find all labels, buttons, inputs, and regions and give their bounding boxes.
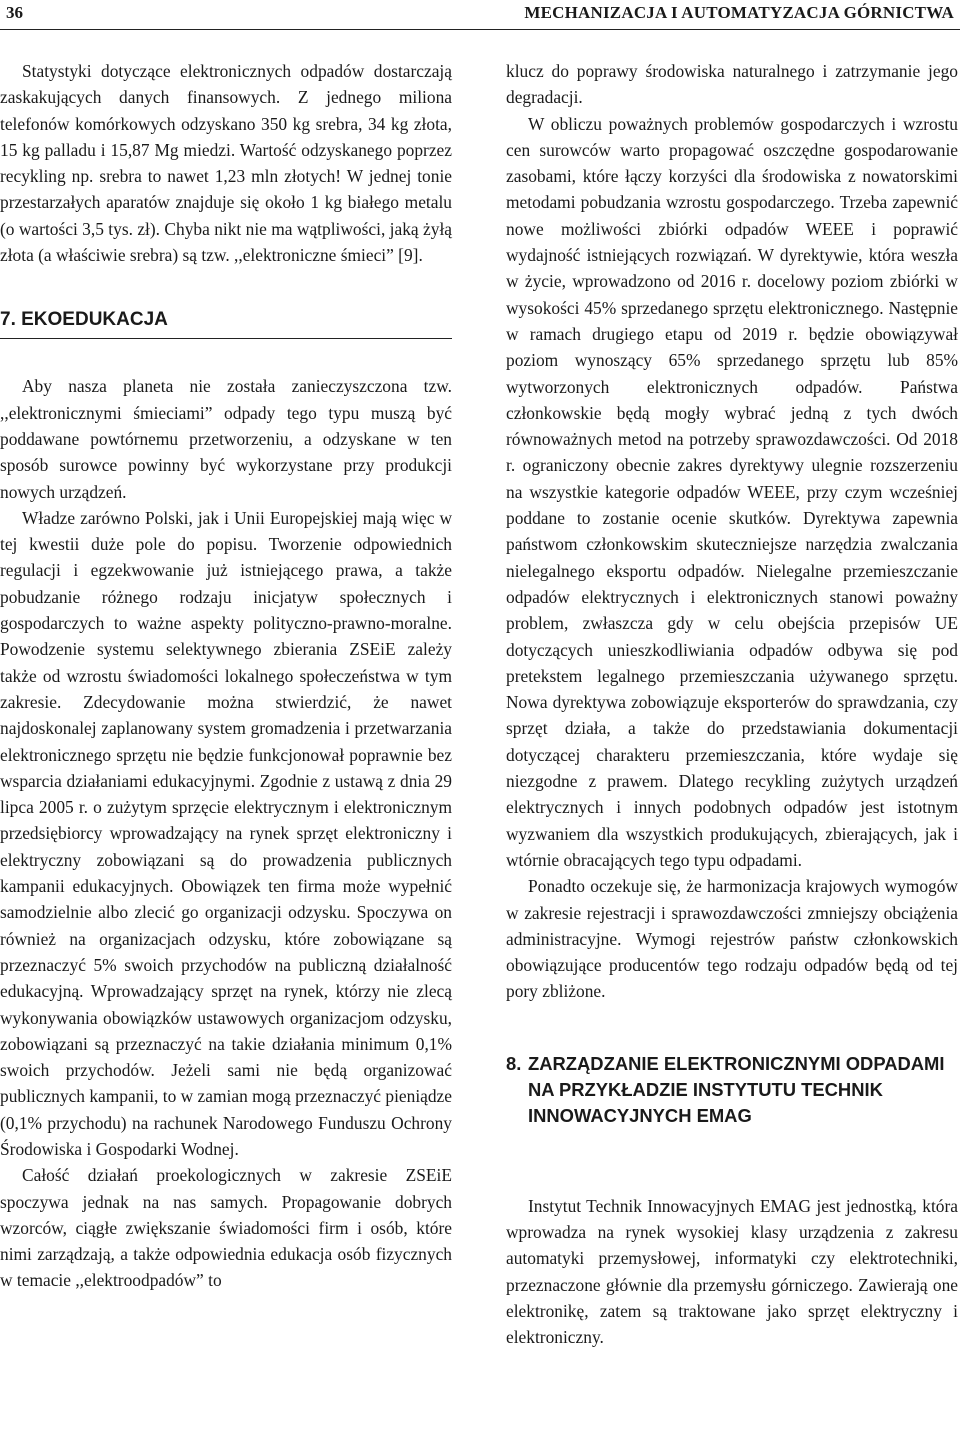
paragraph-proecological: Całość działań proekologicznych w zakresie ZSEiE spoczywa jednak na nas samych. Propagowanie dobrych wzorców, ciągłe zwiększanie świadomości firm i osób, które nimi zarządzają, a także odpowiednia edukacja osób fizycznych w temacie ,,elektroodpadów” to xyxy=(0,1165,452,1291)
page-number: 36 xyxy=(6,3,23,22)
paragraph-statistics: Statystyki dotyczące elektronicznych odpadów dostarczają zaskakujących danych finansowych. Z jednego miliona telefonów komórkowych odzyskano 350 kg srebra, 34 kg złota, 15 kg palladu i 15,87 Mg miedzi. Wartość odzyskanego poprzez recykling np. srebra to nawet 1,23 mln złotych! W jednej tonie przestarzałych aparatów znajduje się około 1 kg białego metalu (o wartości 3,5 tys. zł). Chyba nikt nie ma wątpliwości, jaką żyłą złota (a właściwie srebra) są tzw. ,,elektroniczne śmieci” [9]. xyxy=(0,61,452,266)
paragraph-harmonization: Ponadto oczekuje się, że harmonizacja krajowych wymogów w zakresie rejestracji i sprawozdawczości zmniejszy obciążenia administracyjne. Wymogi rejestrów państw członkowskich obowiązujące producentów tego rodzaju odpadów będą od tej pory zbliżone. xyxy=(506,876,958,1002)
paragraph-planet: Aby nasza planeta nie została zanieczyszczona tzw. ,,elektronicznymi śmieciami” odpady tego typu muszą być poddawane powtórnemu przetworzeniu, a odzyskane w ten sposób surowce powinny być wykorzystane przy produkcji nowych urządzeń. xyxy=(0,376,452,502)
paragraph-emag: Instytut Technik Innowacyjnych EMAG jest jednostką, która wprowadza na rynek wysokiej klasy urządzenia z zakresu automatyki przemysłowej, informatyki czy elektrotechniki, przeznaczone głównie dla przemysłu górniczego. Zawierają one elektronikę, zatem są traktowane jako sprzęt elektryczny i elektroniczny. xyxy=(506,1195,958,1348)
paragraph-economic-problems: W obliczu poważnych problemów gospodarczych i wzrostu cen surowców warto propagować oszczędne gospodarowanie zasobami, które łączy korzyści dla środowiska z nowatorskimi metodami pobudzania wzrostu gospodarczego. Trzeba zapewnić nowe możliwości zbiórki odpadów WEEE i poprawić wydajność istniejących rozwiązań. W dyrektywie, która weszła w życie, wprowadzono od 2016 r. docelowy poziom zbiórki w wysokości 45% sprzedanego sprzętu elektronicznego. Następnie w ramach drugiego etapu od 2019 r. będzie obowiązywał poziom wynoszący 65% sprzedanego sprzętu lub 85% wytworzonych elektronicznych odpadów. Państwa członkowskie będą mogły wybrać jedną z tych dwóch równoważnych metod na potrzeby sprawozdawczości. Od 2018 r. ograniczony obecnie zakres dyrektywy ulegnie rozszerzeniu na wszystkie kategorie odpadów WEEE, przy czym wcześniej poddane to zostanie ocenie skutków. Dyrektywa zapewnia państwom członkowskim skuteczniejsze narzędzia zwalczania nielegalnego eksportu odpadów. Nielegalne przemieszczanie odpadów elektrycznych i elektronicznych stanowi poważny problem, zwłaszcza gdy w celu obejścia przepisów UE dotyczących unieszkodliwiania odpadów odbywa się pod pretekstem legalnego przemieszczania używanego sprzętu. Nowa dyrektywa zobowiązuje eksporterów do sprawdzania, czy sprzęt działa, a także do przedstawiania dokumentacji dotyczącej charakteru przemieszczania, które wydaje się niezgodne z prawem. Dlatego recykling zużytych urządzeń elektrycznych i innych podobnych odpadów jest istotnym wyzwaniem dla wszystkich produkujących, zbierających, jak i wtórnie obracających tego typu odpadami. xyxy=(506,113,958,870)
paragraph-authorities: Władze zarówno Polski, jak i Unii Europejskiej mają więc w tej kwestii duże pole do popisu. Tworzenie odpowiednich regulacji i egzekwowanie już istniejącego prawa, a także pobudzanie różnego rodzaju inicjatyw społecznych i gospodarczych to ważne aspekty polityczno-prawno-moralne. Powodzenie systemu selektywnego zbierania ZSEiE zależy także od wzrostu świadomości lokalnego społeczeństwa w tym zakresie. Zdecydowanie można stwierdzić, że nawet najdoskonalej zaplanowany system gromadzenia i przetwarzania elektronicznego sprzętu nie będzie funkcjonował poprawnie bez wsparcia działaniami edukacyjnymi. Zgodnie z ustawą z dnia 29 lipca 2005 r. o zużytym sprzęcie elektrycznym i elektronicznym przedsiębiorcy wprowadzający na rynek sprzęt elektroniczny i elektryczny zobowiązani są do prowadzenia publicznych kampanii edukacyjnych. Obowiązek ten firma może wypełnić samodzielnie albo zlecić go organizacji odzysku. Spoczywa on również na organizacjach odzysku, które zobowiązane są przeznaczyć 5% swoich przychodów na publiczną działalność edukacyjną. Wprowadzający sprzęt na rynek, którzy nie zlecą wykonywania obowiązków ustawowych organizacjom odzysku, zobowiązani są przeznaczyć na takie działania minimum 0,1% swoich przychodów. Jeżeli sami nie będą organizować publicznych kampanii, to w zamian mogą przeznaczyć pieniądze (0,1% przychodu) na rachunek Narodowego Funduszu Ochrony Środowiska i Gospodarki Wodnej. xyxy=(0,507,452,1159)
paragraph-continuation: klucz do poprawy środowiska naturalnego i zatrzymanie jego degradacji. xyxy=(506,61,958,108)
section-title: ZARZĄDZANIE ELEKTRONICZNYMI ODPADAMI NA PRZYKŁADZIE INSTYTUTU TECHNIK INNOWACYJNYCH EMAG xyxy=(528,1052,945,1126)
section-heading-ekoedukacja: 7. EKOEDUKACJA xyxy=(0,308,452,339)
page-header xyxy=(0,0,960,30)
section-number: 8. xyxy=(506,1052,522,1074)
header-rule xyxy=(0,29,960,30)
journal-title: MECHANIZACJA I AUTOMATYZACJA GÓRNICTWA xyxy=(524,3,954,22)
left-column xyxy=(0,58,452,1294)
section-heading-emag xyxy=(506,1051,958,1129)
right-column xyxy=(506,58,958,1350)
